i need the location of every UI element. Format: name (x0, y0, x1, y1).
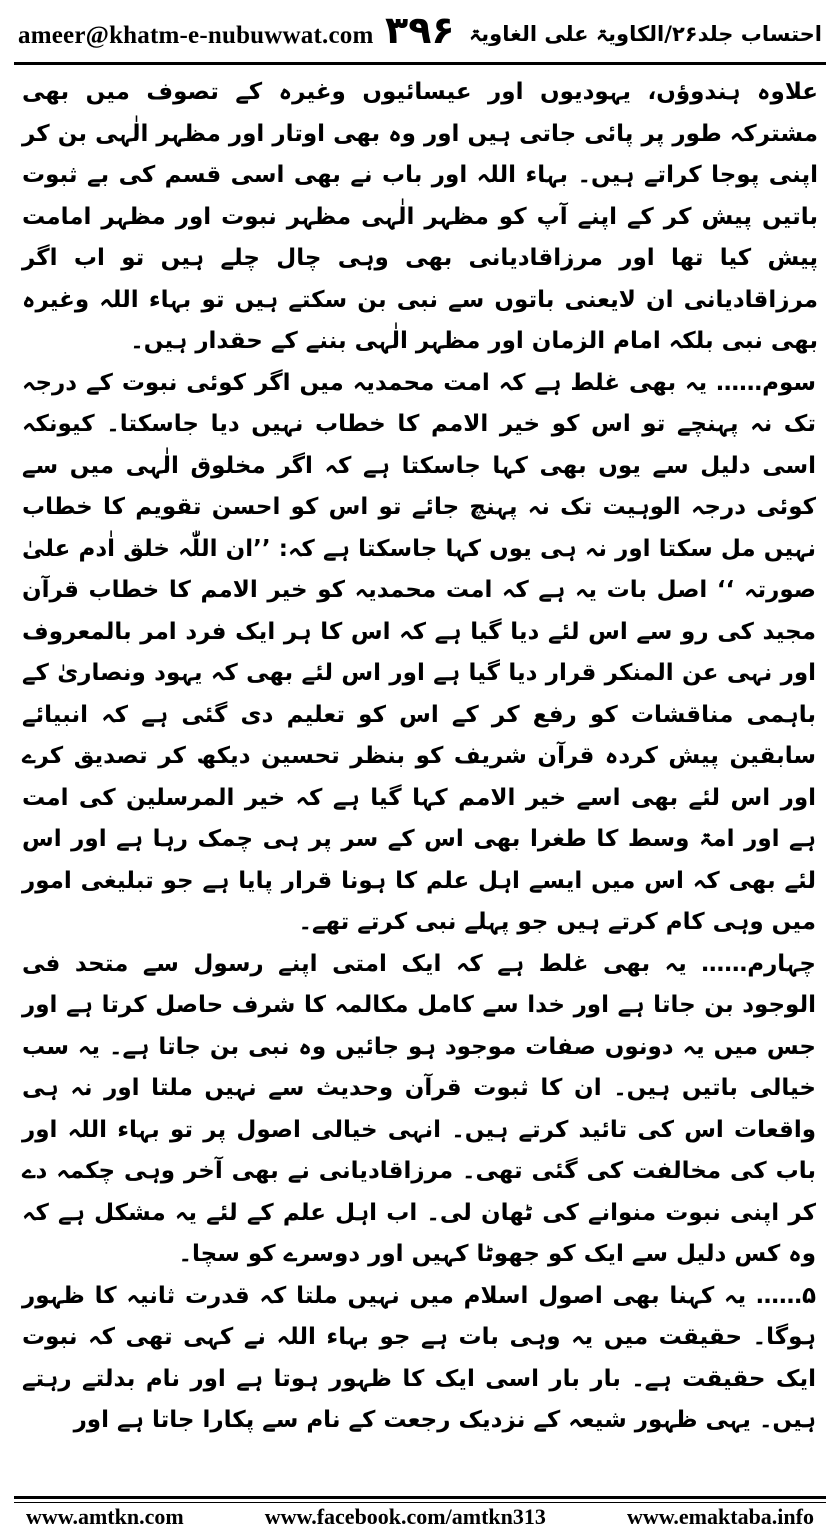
paragraph-4: ۵…… یہ کہنا بھی اصول اسلام میں نہیں ملتا کہ قدرت ثانیہ کا ظہور ہوگا۔ حقیقت میں یہ وہی بات ہے جو بہاء اللہ نے کہی تھی کہ نبوت ایک حقیقت ہے۔ بار بار اسی ایک کا ظہور ہوتا ہے اور نام بدلتے رہتے ہیں۔ یہی ظہور شیعہ کے نزدیک رجعت کے نام سے پکارا جاتا ہے اور (22, 1282, 816, 1433)
page-header (0, 0, 840, 70)
footer-divider (14, 1496, 826, 1499)
paragraph-1: علاوہ ہندوؤں، یہودیوں اور عیسائیوں وغیرہ کے تصوف میں بھی مشترکہ طور پر پائی جاتی ہیں اور وہ بھی اوتار اور مظہر الٰہی بن کر اپنی پوجا کراتے ہیں۔ بہاء اللہ اور باب نے بھی اسی قسم کی بے ثبوت باتیں پیش کر کے اپنے آپ کو مظہر الٰہی مظہر نبوت اور مظہر امامت پیش کیا تھا اور مرزاقادیانی بھی وہی چال چلے ہیں تو اب اگر مرزاقادیانی ان لایعنی باتوں سے نبی بن سکتے ہیں تو بہاء اللہ وغیرہ بھی نبی بلکہ امام الزمان اور مظہر الٰہی بننے کے حقدار ہیں۔ (22, 79, 818, 354)
footer-link-facebook[interactable]: www.facebook.com/amtkn313 (264, 1504, 546, 1529)
paragraph-3: چہارم…… یہ بھی غلط ہے کہ ایک امتی اپنے رسول سے متحد فی الوجود بن جاتا ہے اور خدا سے کامل مکالمہ کا شرف حاصل کرتا ہے اور جس میں یہ دونوں صفات موجود ہو جائیں وہ نبی بن جاتا ہے۔ یہ سب خیالی باتیں ہیں۔ ان کا ثبوت قرآن وحدیث سے نہیں ملتا اور نہ ہی واقعات اس کی تائید کرتے ہیں۔ انہی خیالی اصول پر تو بہاء اللہ اور باب کی مخالفت کی گئی تھی۔ مرزاقادیانی نے بھی آخر وہی چکمہ دے کر اپنی نبوت منوانے کی ٹھان لی۔ اب اہل علم کے لئے یہ مشکل ہے کہ وہ کس دلیل سے ایک کو جھوٹا کہیں اور دوسرے کو سچا۔ (22, 950, 816, 1267)
header-email: ameer@khatm-e-nubuwwat.com (18, 22, 374, 49)
footer-link-emaktaba[interactable]: www.emaktaba.info (626, 1504, 814, 1529)
paragraph-2: سوم…… یہ بھی غلط ہے کہ امت محمدیہ میں اگر کوئی نبوت کے درجہ تک نہ پہنچے تو اس کو خیر الامم کا خطاب نہیں دیا جاسکتا۔ کیونکہ اسی دلیل سے یوں بھی کہا جاسکتا ہے کہ اگر مخلوق الٰہی میں سے کوئی درجہ الوہیت تک نہ پہنچ جائے تو اس کو احسن تقویم کا خطاب نہیں مل سکتا اور نہ ہی یوں کہا جاسکتا ہے کہ: ’’ان اللّٰہ خلق اٰدم علیٰ صورتہ ‘‘ اصل بات یہ ہے کہ امت محمدیہ کو خیر الامم کا خطاب قرآن مجید کی رو سے اس لئے دیا گیا ہے کہ اس کا ہر ایک فرد امر بالمعروف اور نہی عن المنکر قرار دیا گیا ہے اور اس لئے بھی کہ یہود ونصاریٰ کے باہمی مناقشات کو رفع کر کے اس کو تعلیم دی گئی ہے کہ انبیائے سابقین پیش کردہ قرآن شریف کو بنظر تحسین دیکھ کر تصدیق کرے اور اس لئے بھی اسے خیر الامم کہا گیا ہے کہ خیر المرسلین کی امت ہے اور امۃ وسط کا طغرا بھی اس کے سر پر ہی چمک رہا ہے اور اس لئے بھی کہ اس میں ایسے اہل علم کا ہونا قرار پایا ہے جو تبلیغی امور میں وہی کام کرتے ہیں جو پہلے نبی کرتے تھے۔ (22, 369, 816, 935)
page-number: ۳۹۶ (385, 8, 455, 52)
footer-link-amtkn[interactable]: www.amtkn.com (26, 1504, 184, 1529)
footer-divider-thin (14, 1502, 826, 1503)
header-divider (14, 62, 826, 65)
page-footer (0, 1492, 840, 1540)
book-title: احتساب جلد۲۶/الکاویۃ علی الغاویۃ (468, 22, 822, 46)
footer-links (14, 1504, 826, 1530)
body-text (22, 72, 818, 1442)
